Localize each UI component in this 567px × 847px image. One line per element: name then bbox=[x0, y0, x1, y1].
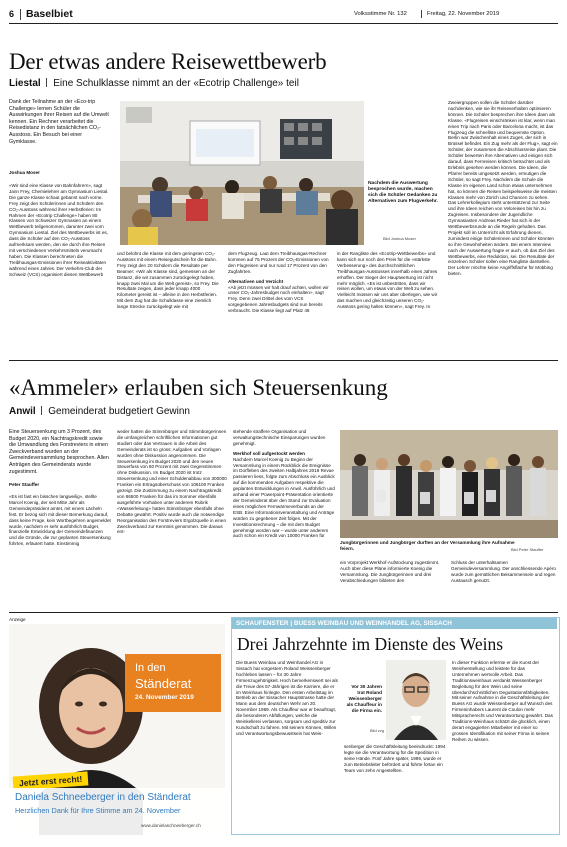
article2-lead: Eine Steuersenkung um 3 Prozent, des Budget 2020, ein Nachtragskredit sowie die Umwandlung des Forstreviers in einen Zweckverband wurden an der Gemeindeversammlung besprochen. Allen Anträgen des Gemeinderats wurde zugestimmt. bbox=[9, 429, 109, 475]
article1-col3-text2: «Ab jetzt müssen wir halt drauf achten, wollen wir unser CO₂-Jahresbudget noch einhalten», sagt Frey. Denn zwei Drittel des vom VCS vorgegebenen Jahresbudgets sind nun bereits verbraucht. Die Klasse liegt auf Platz 48 bbox=[228, 284, 329, 314]
schaufenster-col3: In dieser Funktion erlernte er die Kunst der Weinherstellung und leistete für das Unternehmen wertvolle Arbeit. Das Traditionsweinhaus verdankt Weissenberger Begleitung für den Wein und seine überdurchschnittlichen Degustationsfähigkeiten. Mit seiner Aufnahme in die Geschäftsleitung der Buess AG wurde Weissenberger auf Wunsch des Firmeninhabers Laurent de Coulon mehr Mitspracherecht und Verantwortung gewährt. Das Traditions-Weinhaus schätzt die glücklich, einen derart engagierten Mitarbeiter mit einer so grossen Identifikation mit seiner Firma in seinen Reihen zu wissen. bbox=[452, 660, 553, 742]
publication-name: Volksstimme Nr. 132 bbox=[354, 11, 407, 17]
article2-col3-text: stehende straffere Organisation und verwaltungstechnische Einsparungen wurden genehmigt. bbox=[233, 429, 326, 446]
header-rule bbox=[9, 23, 558, 24]
issue-date: Freitag, 22. November 2019 bbox=[427, 11, 500, 17]
article1-col4: in der Rangliste des «Ecotrip-Wettbewerbs» und kann sich nur noch den Preis für die «stärkste Verbesserung» des durchschnittlichen Treibhausgas-Ausstosses innerhalb eines Jahres erhoffen. Der Sieger der Hauptwertung ist nicht mehr möglich. «Es ist unbestritten, dass wir reisen wollen, um etwas von der Welt zu sehen. Vielleicht müssen wir uns aber überlegen, wie wir das machen und gleichzeitig unseren CO₂-Ausstoss gering halten können», sagt Frey. In bbox=[337, 251, 438, 310]
article2-subheading bbox=[9, 406, 190, 417]
article1-col2: und belohnt die Klasse mit dem geringsten CO₂-Ausstoss mit einem Reisegutschein für die Bahn. Frey zeigt den 20 Schülern die Resultate per Beamer: «Wir als Klasse sind, gemessen an der Distanz, die wir zusammen zurückgelegt haben, knapp zwei Mal um die Welt gereist», so Frey. Die Resultate zeigen, dass jeder knapp 4000 Kilometer gereist ist – alleine in den Herbstferien. Mit dem Zug hat die Schulklasse eine ziemlich lange Strecke zurückgelegt wie mit bbox=[117, 251, 219, 310]
article1-col3 bbox=[228, 251, 330, 353]
schaufenster-photo-credit: Bild zvg bbox=[370, 728, 385, 733]
ad-name-panel bbox=[9, 788, 225, 835]
article1-subtitle: Eine Schulklasse nimmt an der «Ecotrip Challenge» teil bbox=[53, 78, 299, 89]
ad-url[interactable]: www.danielaschneeberger.ch bbox=[141, 823, 201, 828]
article2-col2: weder hatten die Stimmbürger und Stimmbürgerinnen die umfangreichen schriftlichen Informationen gut studiert oder das Vertrauen in die Arbeit des Gemeinderats ist so gross: Aufgaben und Vorlagen wurden ohne Diskussion angenommen. Die Steuersenkung im Budget 2020 und den neuen Steuerfuss von 60 Prozent mit zwei Gegenstimmen ohne Diskussion. Im Budget 2020 ist trotz Steuersenkung und einer Schuldenabbau von 300000 Franken ein Ertragsüberschuss von 106100 Franken gezeigt. Die Zustimmung zu einem Nachtragskredit von 86500 Franken für das im Sommer ebenfalls ausgeführte Vorhaben unter anderem Rubrik «Wasserleitung» hatten Stimmbürger ebenfalls ohne Debatte gewährt. Positiv wurde auch die notwendige Reorganisation des Forstreviers Ergolzquelle in einen Zweckverband zur Kenntnis genommen. Die daraus ent- bbox=[117, 429, 227, 535]
schaufenster-banner: SCHAUFENSTER | BUESS WEINBAU UND WEINHANDEL AG, SISSACH bbox=[232, 618, 557, 629]
subheading-divider bbox=[46, 78, 47, 87]
article1-title: Der etwas andere Reisewettbewerb bbox=[9, 49, 327, 74]
article2-title: «Ammeler» erlauben sich Steuersenkung bbox=[9, 375, 388, 400]
article2-col1: «Es ist fast ein bisschen langweilig», stellte Marcel Koenig, der seit Mitte Jahr als Gemeindepräsident amtet, mit einem Lächeln fest. Er bezog sich mit dieser Bemerkung darauf, dass keine Frage, kein Wortbegehren angemeldet wurde, nachdem er sehr ausführlich Budget, finanzielle Entwicklung der Gemeindefinanzen und die Gründe, die zur geplanten Steuersenkung führten, erläutert hatte. Einstimmig bbox=[9, 494, 111, 547]
article-separator bbox=[9, 360, 558, 361]
article2-subtitle: Gemeinderat budgetiert Gewinn bbox=[48, 406, 190, 417]
ad-thanks: Herzlichen Dank für Ihre Stimme am 24. November bbox=[15, 806, 181, 815]
article1-lead: Dank der Teilnahme an der «Eco-trip Challenge» lernen Schüler die Auswirkungen ihrer Reisen auf die Umwelt kennen. Ein Rechner verarbeitet die Reisedistanz in den tatsächlichen CO₂-Ausstoss. Ein Besuch bei einer Gymklasse. bbox=[9, 99, 109, 145]
article2-col4: ein Vorprojekt Werkhof-Aufstockung zugestimmt. Auch über diese Pläne informierte Koenig die Versammlung. Die Jungbürgerinnen und drei Verabschiedungen bildeten den bbox=[340, 560, 440, 583]
article1-author: Joshua Moser bbox=[9, 170, 40, 175]
ad-label: Anzeige bbox=[9, 617, 26, 622]
group-photo bbox=[340, 430, 558, 538]
weissenberger-photo bbox=[386, 660, 446, 740]
article1-subheading bbox=[9, 78, 299, 89]
badge-date: 24. November 2019 bbox=[135, 694, 194, 701]
schaufenster-col2-tail: senberger die Geschäftsleitung beeindruckt: 1994 legte sie die Verantwortung für die Spedition in seine Hände. Fünf Jahre später, 1999, wurde er zum Betriebsleiter befördert und führte fortan ein Team von zehn Angestellten. bbox=[344, 744, 446, 773]
article1-col3-subhead: Alternativen und Verzicht bbox=[228, 278, 284, 284]
page-number: 6 bbox=[9, 9, 15, 19]
article1-photo-credit: Bild Joshua Moser bbox=[383, 236, 416, 241]
section-name: Baselbiet bbox=[26, 8, 73, 20]
article2-col3-subhead: Werkhof soll aufgestockt werden bbox=[233, 450, 305, 456]
schaufenster-photo-caption: Vor 30 Jahren trat Roland Weissenberger als Chauffeur in die Firma ein. bbox=[346, 684, 382, 713]
header-divider bbox=[20, 9, 21, 20]
badge-line2: Ständerat bbox=[135, 676, 192, 691]
article1-photo-caption: Nachdem die Auswertung besprochen wurde, machen sich die Schüler Gedanken zu Alternativen zum Flugverkehr. bbox=[368, 181, 438, 205]
candidate-name: Daniela Schneeberger in den Ständerat bbox=[15, 792, 191, 803]
article2-col3 bbox=[233, 429, 335, 606]
article2-author: Peter Stauffer bbox=[9, 482, 40, 487]
article1-col1: «Wir sind eine Klasse von Bahnfahrern», sagt Jann Frey, Chemielehrer am Gymnasium Liestal. Die ganze Klasse schaut gebannt nach vorne. Frey zeigt den Schülerinnen und Schülern den CO₂-Ausstoss während ihrer Herbstferien: Im Rahmen der «Ecotrip Challenge» haben 80 Klassen von Schweizer Gymnasien an einem Wettbewerb teilgenommen, darunter zwei vom Gymnasium Liestal. Ziel des Wettbewerbs ist es, dass die Schüler auf den CO₂-Ausstoss aufmerksam werden, den sie durch ihre Reisen mit verschiedenen Verkehrsmitteln verursacht haben. Die Klassen berechneten die Treibhausgas-Emissionen ihrer Reiseaktivitäten während eines Jahres. Der Verkehrs-Club der Schweiz (VCS) organisiert diesen Wettbewerb bbox=[9, 183, 109, 277]
badge-line1: In den bbox=[135, 662, 166, 674]
page-header bbox=[9, 8, 558, 22]
article2-kicker: Anwil bbox=[9, 406, 36, 417]
campaign-ad bbox=[9, 624, 225, 835]
article1-col5: Zweiergruppen sollen die Schüler darüber nachdenken, wie sie ihr Reiseverhalten optimieren können. Die Schüler besprechen ihre Ideen dann als Klasse. «Flugreisen einschränken ist klar, wenn man einen Trip nach Paris oder Barcelona macht, ist das Flugzeug die schnellste und bequemste Option. Berlin war Zwischenhalt eines Zuges, der sich in Brüssel befindet. Ein Zug mehr als der Flug», sagt ein Schüler, der zusammen die Abschlussreise plant. Die Schüler bewerten ihre Alternativen und einigen sich darauf, dass Fernreisen kritisch betrachtet und als Erlebnis gesehen werden können. Die Ideen, die Pfarrer bereits umgesetzt werden, ermutigen die Schüler, so sagt Frey. Nachdem die Schule die Klasse im eigenen Land schon etwas unternehmen hat, so können die Reisen beispielsweise die meisten Klassen mehr von Zürich und Chancen zu sehen. Das Lehrerkollegium steht unterstützend zur Seite und ihre Ideen reichen von Veloreisen bis hin zu Zugreisen. Insbesondere der Jugendliche Gymnasiasten Andreas Rieder hat sich in der Wettbewerbsrunde an die Regeln gehalten. Das Projekt soll im Unterricht als Erfahrung dienen, zumindest einige Schülerinnen und Schüler könnten so ihre Gewohnheiten ändern. Bei einem Interview nach der Auswertung fragte er auch, ob das Ziel des Wettbewerbs, eine Reduktion, sei. Die Resultate der einzelnen Schüler sollen eine Rangliste darstellen. Der Lehrer möchte keine Angriffsfläche für Mobbing bieten. bbox=[448, 100, 558, 277]
subheading-divider bbox=[41, 406, 42, 415]
article2-photo-credit: Bild Peter Stauffer bbox=[511, 547, 544, 552]
schaufenster-title: Drei Jahrzehnte im Dienste des Weins bbox=[237, 634, 504, 654]
classroom-photo bbox=[120, 101, 364, 245]
ad-banner: Jetzt erst recht! bbox=[13, 771, 89, 790]
header-divider bbox=[421, 10, 422, 18]
article2-col5: Schluss der unterhaltsamen Gemeindeversammlung. Der anschliessende Apéro wurde zum gemütlichen Beisammensein und regen Austausch genutzt. bbox=[451, 560, 556, 583]
article2-col3-text2: Nachdem Marcel Koenig zu Beginn der Versammlung in einem Rückblick die Ereignisse im Dorfleben des zweiten Halbjahres 2019 Revue passieren liess, folgte zum Abschluss ein Ausblick auf die kommenden Aufgaben respektive die geplanten Entwicklungen in Anwil. Ausführlich und anhand einer Powerpoint-Präsentation orientierte der Gemeinderat über den Stand zur Evaluation eines möglichen Fernwärmeverbunds an der ESB. Eine Informationsveranstaltung und Anträge würden zu gegebener Zeit folgen. Mit der Investitionsrechnung – die mit dem Budget genehmigt worden war – wurde unter anderem auch schon ein Kredit von 10000 Franken für bbox=[233, 456, 335, 539]
article1-col3-text: dem Flugzeug. Laut dem Treibhausgas-Rechner kommen auf 75 Prozent der CO₂-Emissionen von den Flugreisen und nur rund 17 Prozent von den Zugfahrten. bbox=[228, 251, 329, 274]
article2-photo-caption: Jungbürgerinnen und Jungbürger durften an der Versammlung ihre Aufnahme feiern. bbox=[340, 540, 515, 551]
schaufenster-col1: Die Buess Weinbau und Weinhandel AG in Sissach hat vorgestern Roland Weissenberger hochleben lassen – für 30 Jahre Firmenzugehörigkeit. Hoch bemerkenswert sei als die Treue des 57-Jährigen ist die Karriere, die er im Weinhaus hinlegte. Den ersten Arbeitstag im Betrieb an der Sissacher Hauptstrasse hatte der Mann aus dem deutschen Wehr am 20. November 1989. Als Chauffeur war er beauftragt, die besonderen Abfüllungen, welche die Weinkellerei verlassen, sorgsam und speditiv zur Kundschaft zu fahren. Mit seinem Können, Willen und Verantwortungsbewusstsein hat Weis- bbox=[236, 660, 338, 736]
page-bottom-separator bbox=[9, 612, 558, 613]
article1-kicker: Liestal bbox=[9, 78, 41, 89]
standerat-badge bbox=[125, 654, 221, 712]
